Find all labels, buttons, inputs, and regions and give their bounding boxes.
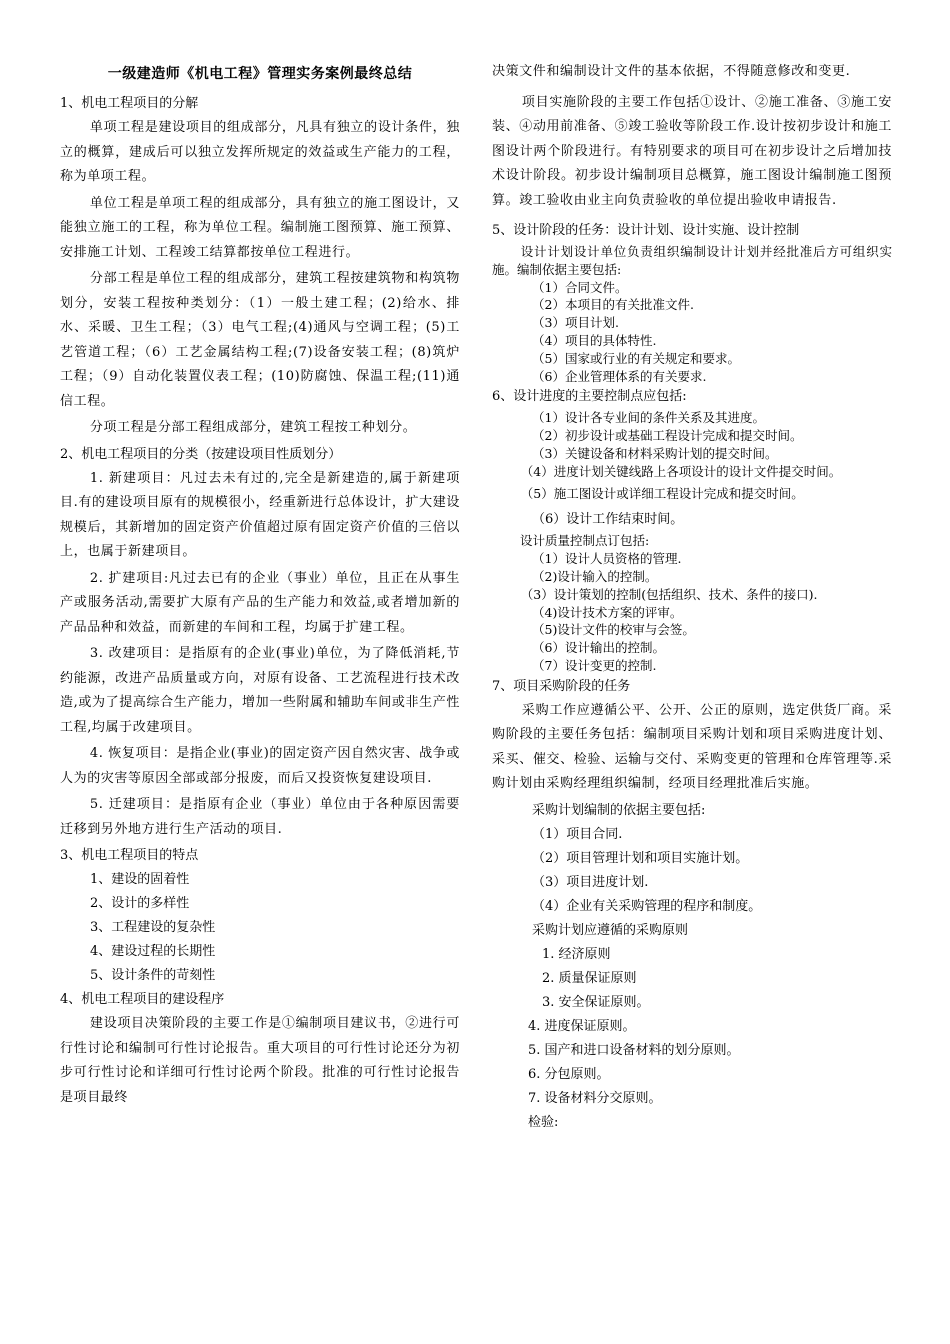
list-item: （4）进度计划关键线路上各项设计的设计文件提交时间。 [520,463,842,479]
list-item: 2. 质量保证原则 [542,970,637,986]
paragraph: 建设项目决策阶段的主要工作是①编制项目建议书，②进行可行性讨论和编制可行性讨论报告。重大项目的可行性讨论还分为初步可行性讨论和详细可行性讨论两个阶段。批准的可行性讨论报告是项目最终 [60,1016,460,1105]
list-item: （3）项目进度计划. [532,874,649,890]
list-item: 5. 国产和进口设备材料的划分原则。 [528,1042,740,1058]
list-item: （1）设计人员资格的管理. [532,551,682,567]
paragraph: 单位工程是单项工程的组成部分，具有独立的施工图设计，又能独立施工的工程，称为单位工程。编制施工图预算、施工预算、安排施工计划、工程竣工结算都按单位工程进行。 [60,195,460,260]
paragraph: 设计计划设计单位负责组织编制设计计划并经批准后方可组织实施。编制依据主要包括: [492,244,892,277]
list-item: 5、设计条件的苛刻性 [90,968,216,983]
paragraph-continued: 决策文件和编制设计文件的基本依据，不得随意修改和变更. [492,64,851,79]
paragraph: 项目实施阶段的主要工作包括①设计、②施工准备、③施工安装、④动用前准备、⑤竣工验收等阶段工作.设计按初步设计和施工图设计两个阶段进行。有特别要求的项目可在初步设计之后增加技术设计阶段。初步设计编制项目总概算，施工图设计编制施工图预算。竣工验收由业主向负责验收的单位提出验收申请报告. [492,94,892,208]
list-item: （2）项目管理计划和项目实施计划。 [532,850,749,866]
list-item: 3. 安全保证原则。 [542,994,650,1010]
list-item: （3）关键设备和材料采购计划的提交时间。 [532,445,778,461]
section-4-heading: 4、机电工程项目的建设程序 [60,992,225,1007]
list-item: （1）项目合同. [532,826,623,842]
principle-heading: 采购计划应遵循的采购原则 [532,922,689,938]
list-item: （4）企业有关采购管理的程序和制度。 [532,898,762,914]
section-3-heading: 3、机电工程项目的特点 [60,848,199,863]
paragraph: 分项工程是分部工程组成部分，建筑工程按工种划分。 [89,420,417,435]
list-item: 4. 进度保证原则。 [528,1018,636,1034]
list-item: 3、工程建设的复杂性 [90,920,216,935]
list-item: （2）初步设计或基础工程设计完成和提交时间。 [532,428,803,444]
right-column [492,60,892,1135]
inspection-label: 检验: [528,1114,559,1130]
section-6-heading: 6、设计进度的主要控制点应包括: [492,389,687,405]
list-item: 1、建设的固着性 [90,872,190,887]
list-item: （4）项目的具体特性. [532,332,657,348]
paragraph: 5. 迁建项目：是指原有企业（事业）单位由于各种原因需要迁移到另外地方进行生产活动的项目. [60,797,460,837]
list-item: 4、建设过程的长期性 [90,944,216,959]
section-1-heading: 1、机电工程项目的分解 [60,96,199,111]
list-item: （5）施工图设计或详细工程设计完成和提交时间。 [520,485,804,501]
list-item: （7）设计变更的控制. [532,657,657,673]
paragraph: 3. 改建项目：是指原有的企业(事业)单位，为了降低消耗,节约能源，改进产品质量或方向，对原有设备、工艺流程进行技术改造,或为了提高综合生产能力，增加一些附属和辅助车间或非生产性工程,均属于改建项目。 [60,646,460,735]
list-item: （5）国家或行业的有关规定和要求。 [532,350,740,366]
paragraph: 采购工作应遵循公平、公开、公正的原则，选定供货厂商。采购阶段的主要任务包括：编制项目采购计划和项目采购进度计划、采买、催交、检验、运输与交付、采购变更的管理和仓库管理等.采购计划由采购经理组织编制，经项目经理批准后实施。 [492,702,892,792]
paragraph: 1. 新建项目：凡过去未有过的,完全是新建造的,属于新建项目.有的建设项目原有的规模很小，经重新进行总体设计，扩大建设规模后，其新增加的固定资产价值超过原有固定资产价值的三倍以上，也属于新建项目。 [60,470,460,559]
paragraph: 单项工程是建设项目的组成部分，凡具有独立的设计条件，独立的概算，建成后可以独立发挥所规定的效益或生产能力的工程，称为单项工程。 [60,120,460,184]
document-title: 一级建造师《机电工程》管理实务案例最终总结 [107,66,413,82]
list-item: （6）设计输出的控制。 [532,640,665,656]
list-item: （6）企业管理体系的有关要求. [532,368,707,384]
paragraph: 2. 扩建项目:凡过去已有的企业（事业）单位，且正在从事生产或服务活动,需要扩大原有产品的生产能力和效益,或者增加新的产品品种和效益，而新建的车间和工程，均属于扩建工程。 [60,570,460,635]
list-item: （3）设计策划的控制(包括组织、技术、条件的接口). [520,586,818,602]
list-item: （1）设计各专业间的条件关系及其进度。 [532,410,765,426]
list-item: （3）项目计划. [532,315,619,331]
list-item: （5)设计文件的校审与会签。 [532,622,695,638]
list-item: （1）合同文件。 [532,279,628,295]
list-item: （6）设计工作结束时间。 [532,512,684,528]
list-item: 1. 经济原则 [542,946,611,962]
list-item: （2）本项目的有关批准文件. [532,297,694,313]
list-item: 2、设计的多样性 [90,896,190,911]
list-item: 7. 设备材料分交原则。 [528,1090,662,1106]
section-7-heading: 7、项目采购阶段的任务 [492,678,631,694]
section-2-heading: 2、机电工程项目的分类（按建设项目性质划分） [60,446,342,462]
list-item: 6. 分包原则。 [528,1066,610,1082]
list-item: （2)设计输入的控制。 [532,568,658,584]
quality-control-heading: 设计质量控制点订包括: [520,533,650,549]
section-5-heading: 5、设计阶段的任务：设计计划、设计实施、设计控制 [492,223,800,238]
list-item: （4)设计技术方案的评审。 [532,604,683,620]
paragraph: 分部工程是单位工程的组成部分，建筑工程按建筑物和构筑物划分，安装工程按种类划分：（1）一般土建工程；(2)给水、排水、采暖、卫生工程；（3）电气工程;(4)通风与空调工程；(5)工艺管道工程；（6）工艺金属结构工程;(7)设备安装工程；(8)筑炉工程；（9）自动化装置仪表工程；(10)防腐蚀、保温工程;(11)通信工程。 [60,271,460,409]
paragraph: 4. 恢复项目：是指企业(事业)的固定资产因自然灾害、战争或人为的灾害等原因全部或部分报废，而后又投资恢复建设项目. [60,746,460,786]
basis-heading: 采购计划编制的依据主要包括: [532,802,706,818]
left-column [60,60,460,1112]
